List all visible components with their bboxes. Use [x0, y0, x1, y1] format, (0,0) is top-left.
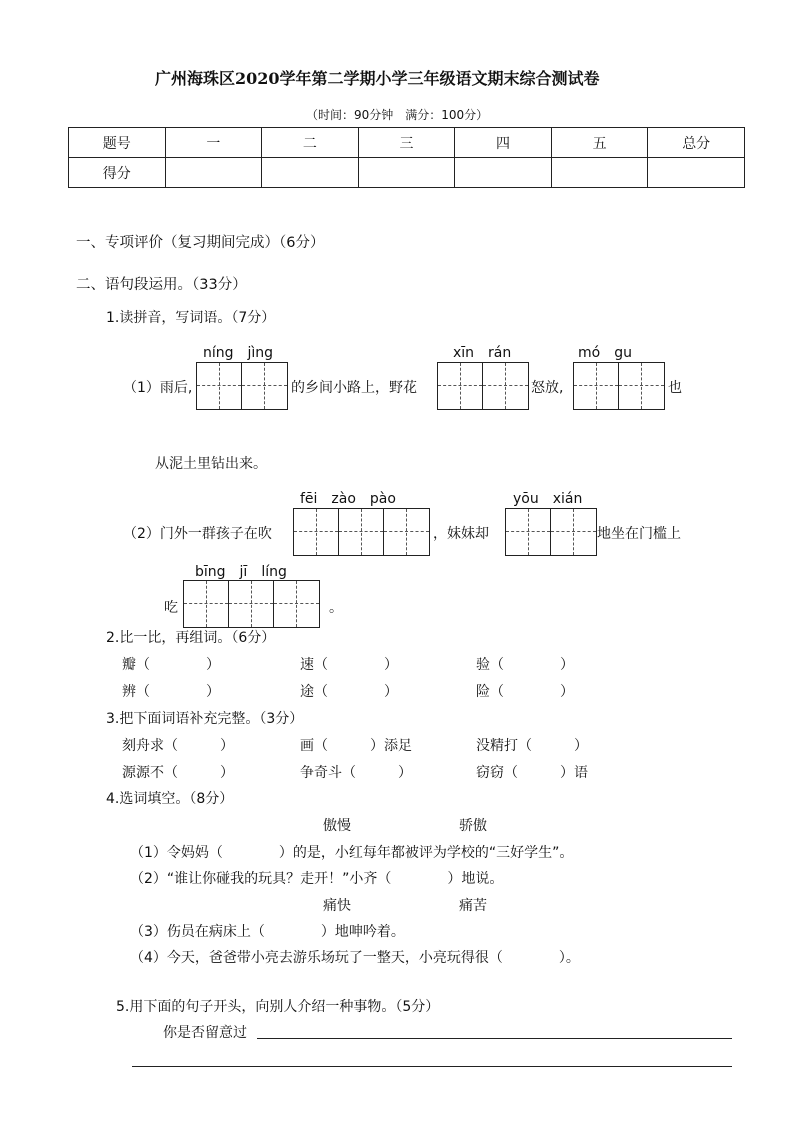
q1-s1-pinyin-3: mó gu: [578, 345, 632, 361]
q3-item: 窃窃（ ）语: [476, 765, 588, 781]
q1-s2-pinyin-3: bīng jī líng: [195, 564, 287, 580]
q3-item: 画（ ）添足: [300, 738, 412, 754]
q1-s1-pinyin-1: níng jìng: [203, 345, 274, 361]
score-cell[interactable]: [262, 158, 359, 188]
q1-s1-answer-grid-3[interactable]: [573, 362, 665, 410]
q4-word-option: 痛苦: [459, 898, 487, 914]
q1-s1-prefix: （1）雨后,: [123, 380, 193, 396]
q5-title: 5.用下面的句子开头，向别人介绍一种事物。（5分）: [116, 999, 440, 1015]
q4-title: 4.选词填空。（8分）: [106, 791, 234, 807]
section-2-heading: 二、语句段运用。（33分）: [76, 277, 247, 293]
q2-item: 瓣（ ）: [122, 657, 220, 673]
q1-s1-middle-1: 的乡间小路上，野花: [291, 380, 417, 396]
score-header-cell: 四: [455, 128, 552, 158]
q3-item: 源源不（ ）: [122, 765, 234, 781]
score-table-score-row: [69, 158, 745, 188]
writing-cell[interactable]: [483, 363, 528, 409]
q5-answer-line-1[interactable]: [257, 1038, 732, 1039]
q1-title: 1.读拼音，写词语。（7分）: [106, 310, 276, 326]
q5-sentence-start: 你是否留意过: [163, 1025, 247, 1041]
q1-s2-answer-grid-3[interactable]: [183, 580, 320, 628]
writing-cell[interactable]: [619, 363, 664, 409]
q3-item: 刻舟求（ ）: [122, 738, 234, 754]
writing-cell[interactable]: [506, 509, 551, 555]
writing-cell[interactable]: [197, 363, 242, 409]
q1-s1-answer-grid-1[interactable]: [196, 362, 288, 410]
writing-cell[interactable]: [242, 363, 287, 409]
score-header-cell: 题号: [69, 128, 166, 158]
q4-word-option: 痛快: [323, 898, 351, 914]
writing-cell[interactable]: [438, 363, 483, 409]
q1-s2-prefix: （2）门外一群孩子在吹: [123, 526, 272, 542]
q4-sentence-1: （1）令妈妈（ ）的是，小红每年都被评为学校的“三好学生”。: [130, 845, 574, 861]
writing-cell[interactable]: [551, 509, 596, 555]
q4-word-option: 傲慢: [323, 818, 351, 834]
writing-cell[interactable]: [339, 509, 384, 555]
q4-sentence-2: （2）“谁让你碰我的玩具？走开！”小齐（ ）地说。: [130, 871, 504, 887]
score-cell[interactable]: [358, 158, 455, 188]
q5-answer-line-2[interactable]: [132, 1066, 732, 1067]
writing-cell[interactable]: [574, 363, 619, 409]
score-cell[interactable]: [165, 158, 262, 188]
q3-item: 没精打（ ）: [476, 738, 588, 754]
q1-s2-pre3: 吃: [164, 600, 178, 616]
q1-s2-pinyin-1: fēi zào pào: [300, 491, 396, 507]
score-header-cell: 一: [165, 128, 262, 158]
q2-item: 险（ ）: [476, 684, 574, 700]
writing-cell[interactable]: [184, 581, 229, 627]
q3-title: 3.把下面词语补充完整。（3分）: [106, 711, 304, 727]
q3-item: 争奇斗（ ）: [300, 765, 412, 781]
score-header-cell: 总分: [648, 128, 745, 158]
q1-s2-answer-grid-2[interactable]: [505, 508, 597, 556]
score-table-header-row: [69, 128, 745, 158]
page-title: 广州海珠区2020学年第二学期小学三年级语文期末综合测试卷: [155, 69, 600, 88]
q1-s2-middle-1: ，妹妹却: [433, 526, 489, 542]
page-subtitle: （时间：90分钟 满分：100分）: [306, 108, 489, 122]
q1-s1-middle-2: 怒放,: [531, 380, 564, 396]
score-header-cell: 二: [262, 128, 359, 158]
q1-s1-answer-grid-2[interactable]: [437, 362, 529, 410]
writing-cell[interactable]: [274, 581, 319, 627]
q2-item: 速（ ）: [300, 657, 398, 673]
score-table: [68, 127, 745, 188]
q2-title: 2.比一比，再组词。（6分）: [106, 630, 276, 646]
q1-s1-continuation: 从泥土里钻出来。: [155, 456, 267, 472]
q1-s2-end3: 。: [329, 600, 343, 616]
score-cell[interactable]: [648, 158, 745, 188]
score-cell[interactable]: [551, 158, 648, 188]
section-1-heading: 一、专项评价（复习期间完成）（6分）: [76, 235, 325, 251]
writing-cell[interactable]: [384, 509, 429, 555]
q1-s2-pinyin-2: yōu xián: [513, 491, 583, 507]
q1-s1-pinyin-2: xīn rán: [453, 345, 512, 361]
score-header-cell: 五: [551, 128, 648, 158]
q1-s2-answer-grid-1[interactable]: [293, 508, 430, 556]
score-cell[interactable]: [455, 158, 552, 188]
writing-cell[interactable]: [294, 509, 339, 555]
score-header-cell: 三: [358, 128, 455, 158]
q1-s1-end: 也: [668, 380, 682, 396]
q2-item: 辨（ ）: [122, 684, 220, 700]
q2-item: 途（ ）: [300, 684, 398, 700]
q4-sentence-3: （3）伤员在病床上（ ）地呻吟着。: [130, 924, 405, 940]
q4-word-option: 骄傲: [459, 818, 487, 834]
q2-item: 验（ ）: [476, 657, 574, 673]
writing-cell[interactable]: [229, 581, 274, 627]
q4-sentence-4: （4）今天，爸爸带小亮去游乐场玩了一整天，小亮玩得很（ ）。: [130, 950, 580, 966]
score-row-label: 得分: [69, 158, 166, 188]
q1-s2-end: 地坐在门槛上: [597, 526, 681, 542]
